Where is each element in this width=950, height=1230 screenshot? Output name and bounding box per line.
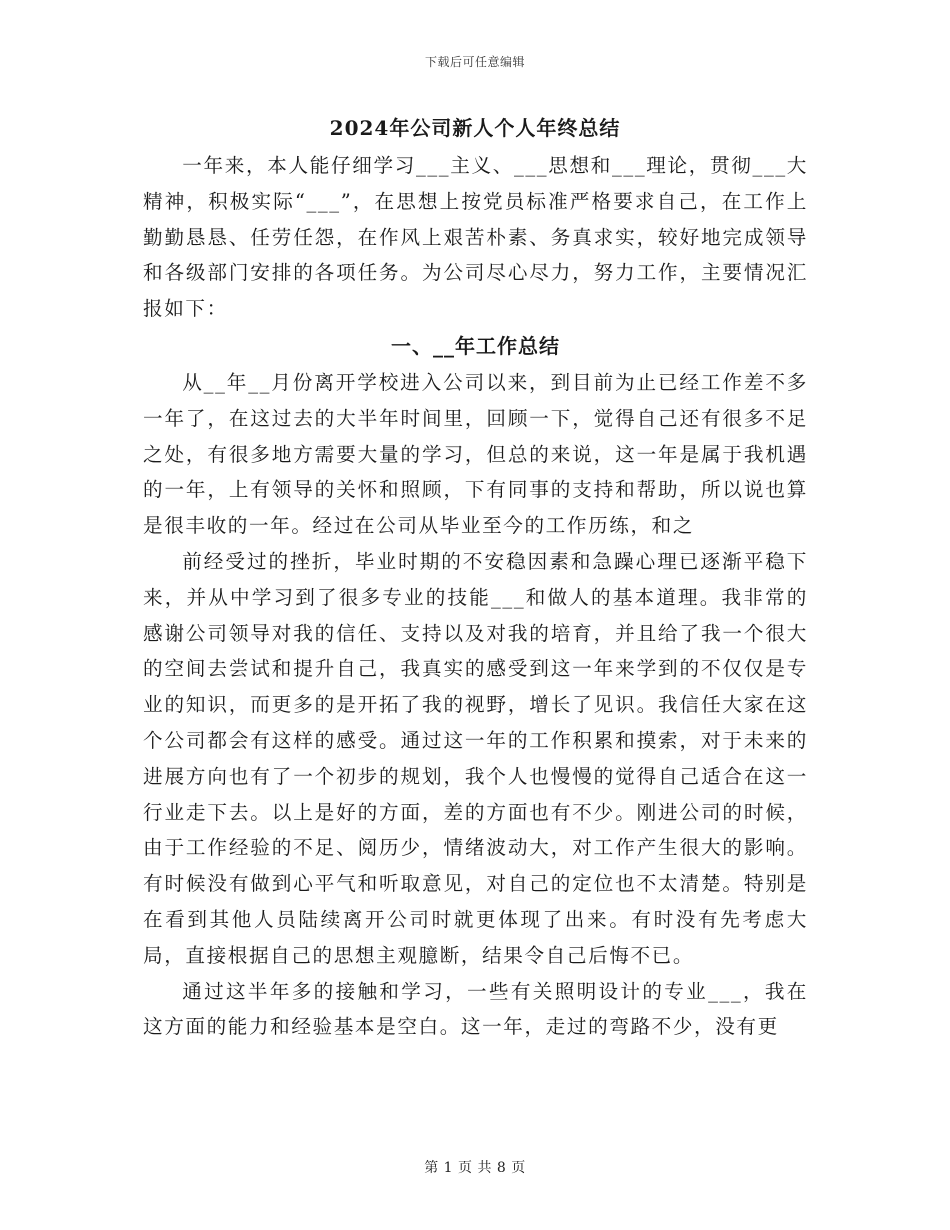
body-paragraph: 从__年__月份离开学校进入公司以来，到目前为止已经工作差不多一年了，在这过去的大半年时间里，回顾一下，觉得自己还有很多不足之处，有很多地方需要大量的学习，但总的来说，这一年是属于我机遇的一年，上有领导的关怀和照顾，下有同事的支持和帮助，所以说也算是很丰收的一年。经过在公司从毕业至今的工作历练，和之 <box>143 370 808 538</box>
section-heading: 一、__年工作总结 <box>391 333 560 358</box>
intro-paragraph: 一年来，本人能仔细学习___主义、___思想和___理论，贯彻___大精神，积极实际“___”，在思想上按党员标准严格要求自己，在工作上勤勤恳恳、任劳任怨，在作风上艰苦朴素、务真求实，较好地完成领导和各级部门安排的各项任务。为公司尽心尽力，努力工作，主要情况汇报如下： <box>143 154 808 321</box>
body-paragraph: 前经受过的挫折，毕业时期的不安稳因素和急躁心理已逐渐平稳下来，并从中学习到了很多专业的技能___和做人的基本道理。我非常的感谢公司领导对我的信任、支持以及对我的培育，并且给了我一个很大的空间去尝试和提升自己，我真实的感受到这一年来学到的不仅仅是专业的知识，而更多的是开拓了我的视野，增长了见识。我信任大家在这个公司都会有这样的感受。通过这一年的工作积累和摸索，对于未来的进展方向也有了一个初步的规划，我个人也慢慢的觉得自己适合在这一行业走下去。以上是好的方面，差的方面也有不少。刚进公司的时候，由于工作经验的不足、阅历少，情绪波动大，对工作产生很大的影响。有时候没有做到心平气和听取意见，对自己的定位也不太清楚。特别是在看到其他人员陆续离开公司时就更体现了出来。有时没有先考虑大局，直接根据自己的思想主观臆断，结果令自己后悔不已。 <box>143 549 808 967</box>
document-title: 2024年公司新人个人年终总结 <box>329 116 621 140</box>
header-note: 下载后可任意编辑 <box>424 55 525 69</box>
document-body <box>143 148 808 1045</box>
body-paragraph: 通过这半年多的接触和学习，一些有关照明设计的专业___，我在这方面的能力和经验基本是空白。这一年，走过的弯路不少，没有更 <box>143 979 808 1039</box>
page-number: 第 1 页 共 8 页 <box>424 1160 526 1176</box>
